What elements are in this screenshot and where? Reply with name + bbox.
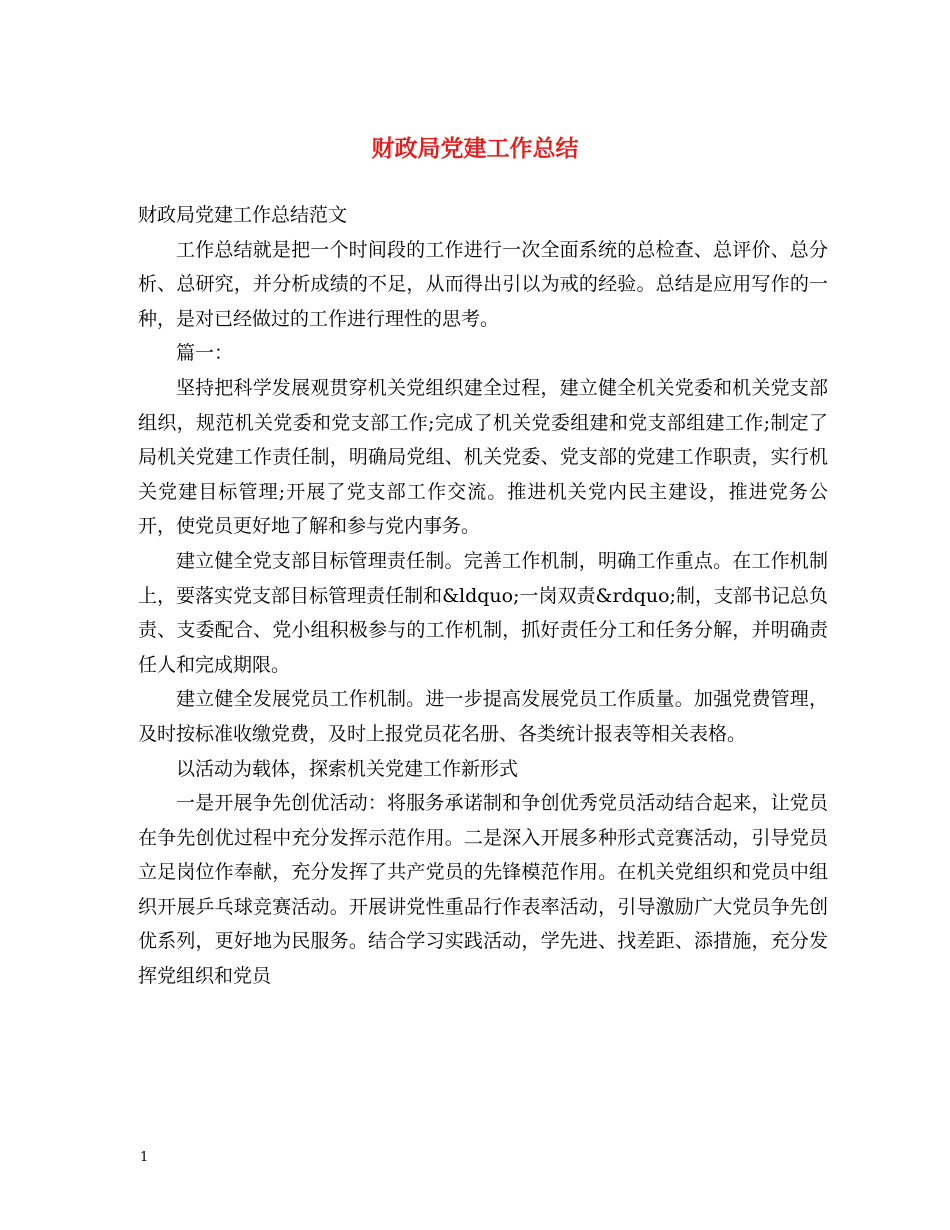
document-body — [138, 198, 828, 994]
paragraph: 一是开展争先创优活动：将服务承诺制和争创优秀党员活动结合起来，让党员在争先创优过程中充分发挥示范作用。二是深入开展多种形式竞赛活动，引导党员立足岗位作奉献，充分发挥了共产党员的先锋模范作用。在机关党组织和党员中组织开展乒乓球竞赛活动。开展讲党性重品行作表率活动，引导激励广大党员争先创优系列，更好地为民服务。结合学习实践活动，学先进、找差距、添措施，充分发挥党组织和党员 — [138, 792, 828, 988]
paragraph: 建立健全发展党员工作机制。进一步提高发展党员工作质量。加强党费管理，及时按标准收缴党费，及时上报党员花名册、各类统计报表等相关表格。 — [138, 688, 828, 745]
section-heading: 篇一： — [176, 342, 234, 365]
paragraph: 坚持把科学发展观贯穿机关党组织建全过程，建立健全机关党委和机关党支部组织，规范机关党委和党支部工作;完成了机关党委组建和党支部组建工作;制定了局机关党建工作责任制，明确局党组、机关党委、党支部的党建工作职责，实行机关党建目标管理;开展了党支部工作交流。推进机关党内民主建设，推进党务公开，使党员更好地了解和参与党内事务。 — [138, 376, 828, 538]
section-heading: 以活动为载体，探索机关党建工作新形式 — [176, 757, 519, 780]
document-title: 财政局党建工作总结 — [371, 135, 579, 162]
paragraph-intro: 工作总结就是把一个时间段的工作进行一次全面系统的总检查、总评价、总分析、总研究，并分析成绩的不足，从而得出引以为戒的经验。总结是应用写作的一种，是对已经做过的工作进行理性的思考。 — [138, 238, 828, 330]
page-number: 1 — [140, 1150, 149, 1165]
document-subtitle: 财政局党建工作总结范文 — [138, 204, 348, 226]
paragraph: 建立健全党支部目标管理责任制。完善工作机制，明确工作重点。在工作机制上，要落实党支部目标管理责任制和&ldquo;一岗双责&rdquo;制，支部书记总负责、支委配合、党小组积极参与的工作机制，抓好责任分工和任务分解，并明确责任人和完成期限。 — [138, 549, 828, 676]
